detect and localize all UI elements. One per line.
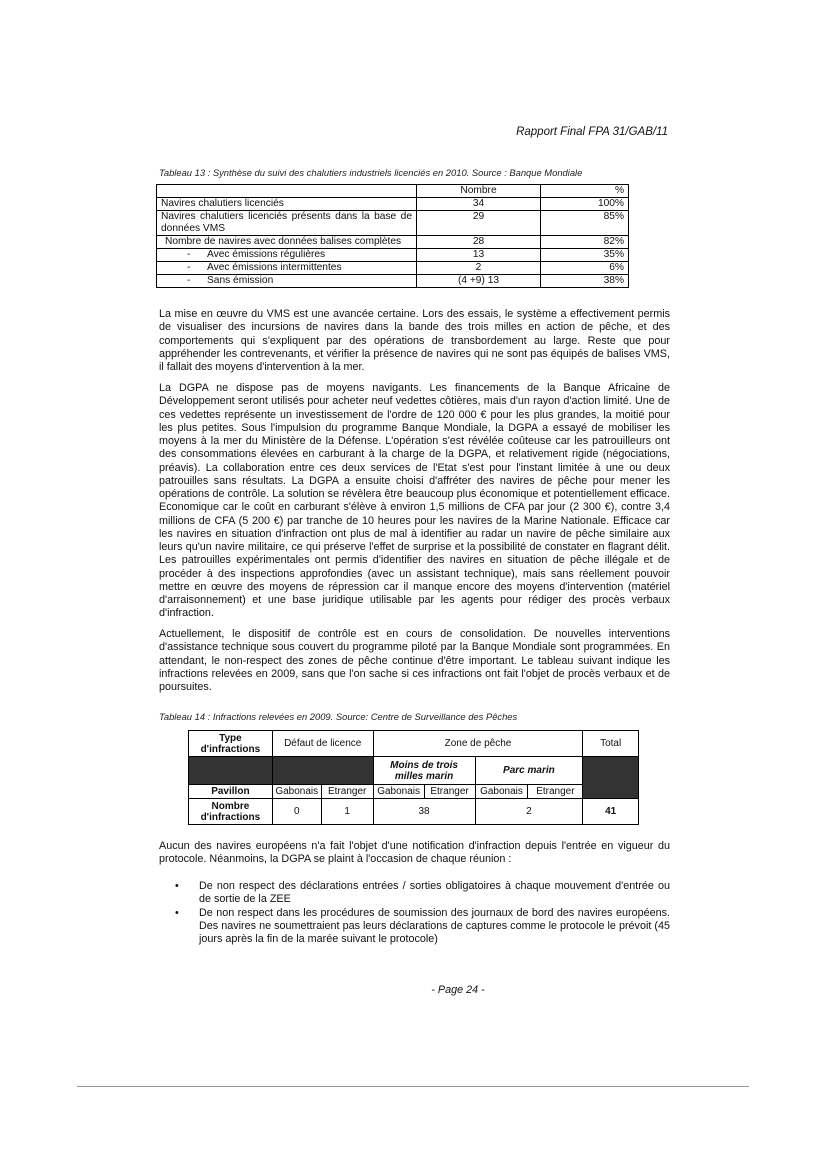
table-cell-count: 29 bbox=[417, 211, 541, 236]
table-cell-pct: 38% bbox=[541, 275, 629, 288]
list-item-text: De non respect des déclarations entrées / sorties obligatoires à chaque mouvement d'entrée ou de sortie de la ZEE bbox=[199, 880, 670, 906]
table-header-cell bbox=[157, 185, 417, 198]
parc-marin-header: Parc marin bbox=[475, 757, 583, 785]
table-cell-pct: 35% bbox=[541, 249, 629, 262]
table-row bbox=[189, 799, 639, 825]
pavillon-etranger: Etranger bbox=[424, 785, 475, 799]
page-number: - Page 24 - bbox=[431, 984, 485, 996]
table-cell-label-text: Avec émissions régulières bbox=[207, 249, 326, 260]
bullet-icon: • bbox=[175, 880, 179, 892]
type-infractions-header: Type d'infractions bbox=[189, 731, 273, 757]
table-row bbox=[189, 757, 639, 785]
table-row bbox=[157, 236, 629, 249]
table-cell-count: (4 +9) 13 bbox=[417, 275, 541, 288]
table-row bbox=[157, 262, 629, 275]
table-header-cell: Nombre bbox=[417, 185, 541, 198]
table-row bbox=[157, 211, 629, 236]
value-moins-trois-milles: 38 bbox=[373, 799, 475, 825]
table-cell-count: 34 bbox=[417, 198, 541, 211]
dash-marker: - bbox=[187, 262, 191, 273]
paragraph-european-vessels: Aucun des navires européens n'a fait l'objet d'une notification d'infraction depuis l'entrée en vigueur du protocole. Néanmoins, la DGPA se plaint à l'occasion de chaque réunion : bbox=[159, 840, 670, 866]
complaints-list bbox=[175, 880, 670, 946]
table-row bbox=[157, 185, 629, 198]
list-item bbox=[175, 880, 670, 907]
shaded-cell bbox=[272, 757, 373, 785]
table-cell-label bbox=[157, 275, 417, 288]
pavillon-gabonais: Gabonais bbox=[272, 785, 321, 799]
table-14 bbox=[188, 730, 639, 825]
table-13-caption: Tableau 13 : Synthèse du suivi des chalutiers industriels licenciés en 2010. Source : Banque Mondiale bbox=[159, 167, 583, 178]
table-row bbox=[157, 249, 629, 262]
table-cell-label bbox=[157, 249, 417, 262]
total-header: Total bbox=[583, 731, 639, 757]
dash-marker: - bbox=[187, 275, 191, 286]
value-total: 41 bbox=[583, 799, 639, 825]
table-row bbox=[189, 785, 639, 799]
table-13 bbox=[156, 184, 629, 288]
value-defaut-gabonais: 0 bbox=[272, 799, 321, 825]
paragraph-dgpa-means: La DGPA ne dispose pas de moyens navigants. Les financements de la Banque Africaine de Développement seront utilisés pour acheter neuf vedettes côtières, mais d'un rayon d'action limité. Une de ces vedettes représente un investissement de l'ordre de 120 000 € pour les plus grandes, la moitié pour les plus petites. Sous l'impulsion du programme Banque Mondiale, la DGPA a essayé de mobiliser les moyens à la mer du Ministère de la Défense. L'opération s'est révélée coûteuse car les patrouilleurs ont des consommations élevées en carburant à la charge de la DGPA, et relativement rigide (négociations, préavis). La collaboration entre ces deux services de l'Etat s'est pour l'instant limitée à une ou deux patrouilles sans résultats. La DGPA a ensuite choisi d'affréter des navires de pêche pour mener les opérations de contrôle. La solution se révèlera être beaucoup plus économique et potentiellement efficace. Economique car le coût en carburant s'élève à environ 1,5 millions de CFA par jour (2 300 €), contre 3,4 millions de CFA (5 200 €) par tranche de 10 heures pour les navires de la Marine Nationale. Efficace car les navires en situation d'infraction ont plus de mal à identifier au radar un navire de pêche similaire aux leurs qu'un navire militaire, ce qui préserve l'effet de surprise et la possibilité de constater en flagrant délit. Les patrouilles expérimentales ont permis d'identifier des navires en situation de pêche illégale et de procéder à des inspections approfondies (avec un assistant technique), mais sans réellement pouvoir mettre en œuvre des moyens de répression car il manque encore des moyens d'intervention (matériel d'arraisonnement) et une base juridique utilisable par les agents pour rédiger des procès verbaux d'infraction. bbox=[159, 382, 670, 620]
table-row bbox=[189, 731, 639, 757]
table-cell-label-text: Sans émission bbox=[207, 275, 274, 286]
pavillon-etranger: Etranger bbox=[321, 785, 373, 799]
table-row bbox=[157, 198, 629, 211]
table-cell-pct: 100% bbox=[541, 198, 629, 211]
pavillon-gabonais: Gabonais bbox=[475, 785, 528, 799]
table-cell-label: Navires chalutiers licenciés présents dans la base de données VMS bbox=[157, 211, 417, 236]
list-item bbox=[175, 907, 670, 947]
pavillon-label: Pavillon bbox=[189, 785, 273, 799]
table-header-cell: % bbox=[541, 185, 629, 198]
nombre-infractions-label: Nombre d'infractions bbox=[189, 799, 273, 825]
table-cell-count: 28 bbox=[417, 236, 541, 249]
table-cell-pct: 85% bbox=[541, 211, 629, 236]
table-cell-pct: 6% bbox=[541, 262, 629, 275]
table-cell-count: 2 bbox=[417, 262, 541, 275]
defaut-licence-header: Défaut de licence bbox=[272, 731, 373, 757]
table-row bbox=[157, 275, 629, 288]
shaded-cell bbox=[583, 757, 639, 799]
table-cell-label: Navires chalutiers licenciés bbox=[157, 198, 417, 211]
footer-divider bbox=[77, 1086, 749, 1087]
pavillon-etranger: Etranger bbox=[528, 785, 583, 799]
table-cell-label bbox=[157, 262, 417, 275]
table-cell-pct: 82% bbox=[541, 236, 629, 249]
table-cell-label: Nombre de navires avec données balises complètes bbox=[157, 236, 417, 249]
list-item-text: De non respect dans les procédures de soumission des journaux de bord des navires européens. Des navires ne soumettraient pas leurs déclarations de captures comme le protocole le prévoit (45 jours après la fin de la marée suivant le protocole) bbox=[199, 906, 670, 945]
dash-marker: - bbox=[187, 249, 191, 260]
shaded-cell bbox=[189, 757, 273, 785]
table-cell-label-text: Avec émissions intermittentes bbox=[207, 262, 342, 273]
moins-trois-milles-header: Moins de trois milles marin bbox=[373, 757, 475, 785]
value-defaut-etranger: 1 bbox=[321, 799, 373, 825]
table-14-caption: Tableau 14 : Infractions relevées en 2009. Source: Centre de Surveillance des Pêches bbox=[159, 711, 518, 722]
table-cell-count: 13 bbox=[417, 249, 541, 262]
zone-peche-header: Zone de pêche bbox=[373, 731, 583, 757]
value-parc-marin: 2 bbox=[475, 799, 583, 825]
paragraph-control-consolidation: Actuellement, le dispositif de contrôle est en cours de consolidation. De nouvelles interventions d'assistance technique sous couvert du programme piloté par la Banque Mondiale sont programmées. En attendant, le non-respect des zones de pêche continue d'être important. Le tableau suivant indique les infractions relevées en 2009, sans que l'on sache si ces infractions ont fait l'objet de procès verbaux et de poursuites. bbox=[159, 628, 670, 693]
report-reference: Rapport Final FPA 31/GAB/11 bbox=[516, 126, 668, 138]
pavillon-gabonais: Gabonais bbox=[373, 785, 424, 799]
bullet-icon: • bbox=[175, 906, 179, 919]
paragraph-vms: La mise en œuvre du VMS est une avancée certaine. Lors des essais, le système a effectivement permis de visualiser des incursions de navires dans la bande des trois milles en action de pêche, et des comportements qui s'expliquent par des opérations de transbordement au large. Reste que pour appréhender les contrevenants, et vérifier la présence de navires qui ne sont pas équipés de balises VMS, il fallait des moyens d'intervention à la mer. bbox=[159, 308, 670, 373]
